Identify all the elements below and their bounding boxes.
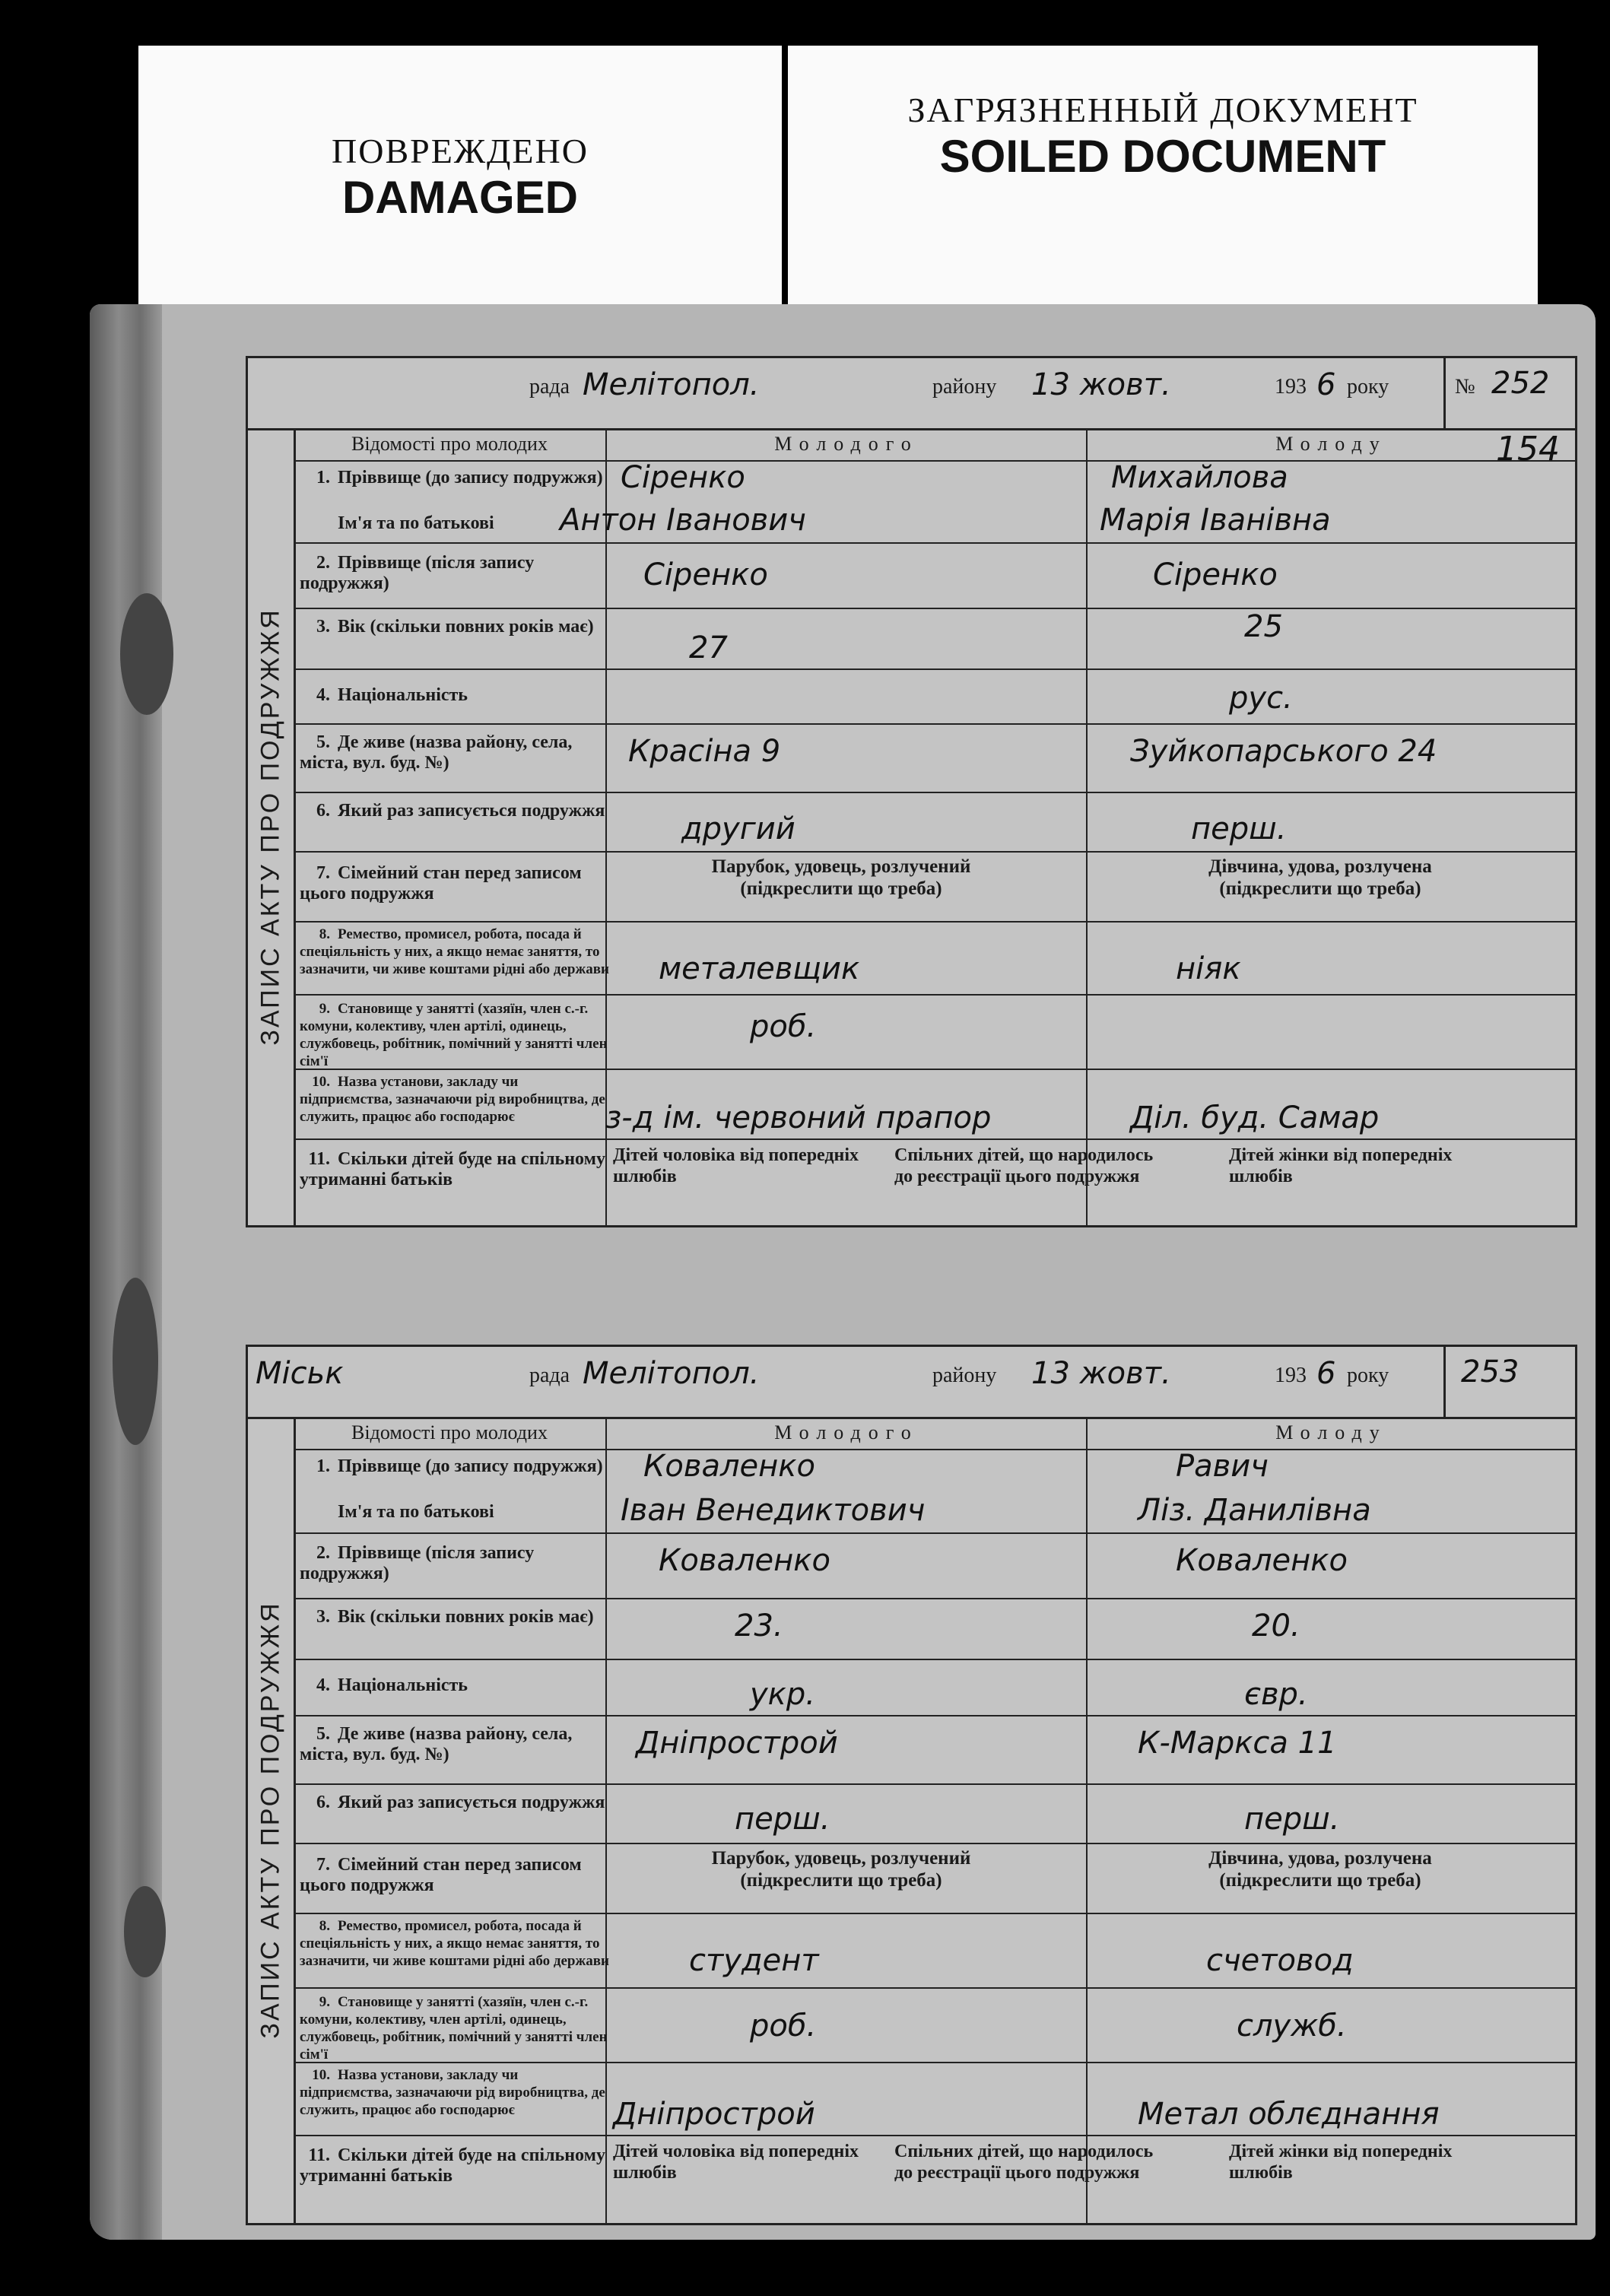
q3-label: Вік (скільки повних років має) bbox=[338, 1607, 594, 1627]
record-number-box bbox=[1443, 358, 1575, 428]
bride-surname-after: Сіренко bbox=[1153, 557, 1278, 592]
groom-occupation: студент bbox=[689, 1943, 819, 1978]
year-suffix: 6 bbox=[1316, 1356, 1336, 1391]
groom-surname-after: Сіренко bbox=[643, 557, 768, 592]
col-bride: Молоду bbox=[1088, 1417, 1575, 1450]
q10-label: Назва установи, закладу чи підприємства, зазначаючи рід виробництва, де служить, працює або господарює bbox=[300, 1074, 605, 1125]
q8-label: Ремество, промисел, робота, посада й спеціяльність у них, а якщо немає заняття, то зазначити, чи живе коштами рідні або держави bbox=[300, 926, 609, 977]
row-times: 6. Який раз записується подружжя перш. перш. bbox=[294, 1783, 1575, 1844]
q1-label: Пріввище (до запису подружжя) bbox=[338, 1456, 603, 1476]
groom-surname-before: Сіренко bbox=[621, 460, 745, 495]
bride-underline-note: (підкреслити що треба) bbox=[1219, 878, 1421, 899]
groom-underline-note: (підкреслити що треба) bbox=[740, 878, 942, 899]
groom-times: перш. bbox=[735, 1802, 830, 1837]
row-occupation: 8. Ремество, промисел, робота, посада й спеціяльність у них, а якщо немає заняття, то зазначити, чи живе коштами рідні або держави металевщик ніяк bbox=[294, 921, 1575, 996]
q11-label: Скільки дітей буде на спільному утриманні батьків bbox=[300, 1149, 605, 1189]
bride-times: перш. bbox=[1244, 1802, 1340, 1837]
col-groom: Молодого bbox=[607, 1417, 1086, 1450]
q6-label: Який раз записується подружжя bbox=[338, 1793, 605, 1812]
groom-age: 27 bbox=[689, 630, 728, 665]
date-value: 13 жовт. bbox=[1031, 367, 1171, 402]
side-title-text: ЗАПИС АКТУ ПРО ПОДРУЖЖЯ bbox=[256, 1601, 285, 2039]
bride-surname-after: Коваленко bbox=[1176, 1543, 1348, 1578]
register-page bbox=[90, 304, 1596, 2240]
children-bride-label: Дітей жінки від попередніх шлюбів bbox=[1229, 1145, 1453, 1186]
bride-underline-note: (підкреслити що треба) bbox=[1219, 1870, 1421, 1891]
row-times: 6. Який раз записується подружжя другий перш. bbox=[294, 792, 1575, 853]
q1-label: Пріввище (до запису подружжя) bbox=[338, 468, 603, 487]
col-groom: Молодого bbox=[607, 428, 1086, 462]
children-common-label: Спільних дітей, що народилось до реєстрації цього подружжя bbox=[894, 2142, 1154, 2183]
groom-age: 23. bbox=[735, 1608, 783, 1643]
bride-nationality: рус. bbox=[1229, 681, 1293, 716]
bride-employer: Діл. буд. Самар bbox=[1130, 1100, 1380, 1135]
bride-employer: Метал облєднання bbox=[1138, 2097, 1440, 2132]
row-children: 11. Скільки дітей буде на спільному утриманні батьків Дітей чоловіка від попередніх шлюбів Спільних дітей, що народилось до реєстрації цього подружжя Дітей жінки від попередніх шлюбів bbox=[294, 1138, 1575, 1225]
q10-label: Назва установи, закладу чи підприємства, зазначаючи рід виробництва, де служить, працює або господарює bbox=[300, 2067, 605, 2118]
extra-number: 154 bbox=[1496, 430, 1560, 468]
children-common-label: Спільних дітей, що народилось до реєстрації цього подружжя bbox=[894, 1145, 1154, 1186]
row-children: 11. Скільки дітей буде на спільному утриманні батьків Дітей чоловіка від попередніх шлюбів Спільних дітей, що народилось до реєстрації цього подружжя Дітей жінки від попередніх шлюбів bbox=[294, 2135, 1575, 2223]
row-age: 3. Вік (скільки повних років має) 27 25 bbox=[294, 608, 1575, 670]
row-occupation: 8. Ремество, промисел, робота, посада й спеціяльність у них, а якщо немає заняття, то зазначити, чи живе коштами рідні або держави студент счетовод bbox=[294, 1913, 1575, 1989]
district-label: району bbox=[932, 375, 997, 399]
tear-mark bbox=[120, 593, 173, 715]
bride-address: К-Маркса 11 bbox=[1138, 1726, 1337, 1761]
bride-address: Зуйкопарського 24 bbox=[1130, 734, 1437, 769]
groom-nationality: укр. bbox=[750, 1677, 815, 1712]
q5-label: Де живе (назва району, села, міста, вул. буд. №) bbox=[300, 732, 573, 773]
council-label: рада bbox=[529, 375, 570, 399]
children-bride-label: Дітей жінки від попередніх шлюбів bbox=[1229, 2142, 1453, 2183]
groom-name: Іван Венедиктович bbox=[621, 1493, 926, 1528]
q7-label: Сімейний стан перед записом цього подружжя bbox=[300, 863, 582, 903]
groom-times: другий bbox=[681, 811, 795, 846]
q8-label: Ремество, промисел, робота, посада й спеціяльність у них, а якщо немає заняття, то зазначити, чи живе коштами рідні або держави bbox=[300, 1918, 609, 1969]
number-label: № bbox=[1455, 375, 1475, 399]
groom-employer: Дніпрострой bbox=[613, 2097, 815, 2132]
record-header bbox=[248, 358, 1575, 430]
row-position: 9. Становище у занятті (хазяїн, член с.-г. комуни, колективу, член артілі, одинець, службовець, робітник, помічний у занятті член сім'ї роб. служб. bbox=[294, 1987, 1575, 2063]
year-prefix: 193 bbox=[1275, 1364, 1307, 1387]
groom-address: Дніпрострой bbox=[636, 1726, 838, 1761]
q9-label: Становище у занятті (хазяїн, член с.-г. комуни, колективу, член артілі, одинець, службовець, робітник, помічний у занятті член сім'ї bbox=[300, 1994, 608, 2063]
damaged-label-en: DAMAGED bbox=[342, 172, 578, 223]
groom-employer: з-д ім. червоний прапор bbox=[605, 1100, 992, 1135]
soiled-label-ru: ЗАГРЯЗНЕННЫЙ ДОКУМЕНТ bbox=[907, 91, 1418, 129]
soiled-label bbox=[788, 46, 1538, 312]
groom-position: роб. bbox=[750, 1009, 817, 1044]
groom-status-options: Парубок, удовець, розлучений bbox=[711, 1848, 971, 1869]
q9-label: Становище у занятті (хазяїн, член с.-г. комуни, колективу, член артілі, одинець, службовець, робітник, помічний у занятті член сім'ї bbox=[300, 1001, 608, 1069]
row-nationality: 4. Національність укр. євр. bbox=[294, 1659, 1575, 1716]
row-age: 3. Вік (скільки повних років має) 23. 20. bbox=[294, 1598, 1575, 1660]
soiled-label-en: SOILED DOCUMENT bbox=[939, 131, 1386, 182]
row-surname-after: 2. Пріввище (після запису подружжя) Коваленко Коваленко bbox=[294, 1532, 1575, 1599]
groom-surname-after: Коваленко bbox=[659, 1543, 830, 1578]
record-number: 253 bbox=[1461, 1354, 1519, 1389]
row-status: 7. Сімейний стан перед записом цього подружжя Парубок, удовець, розлучений (підкреслити що треба) Дівчина, удова, розлучена (підкреслити що треба) bbox=[294, 851, 1575, 923]
bride-position: служб. bbox=[1237, 2009, 1347, 2044]
bride-status-options: Дівчина, удова, розлучена bbox=[1208, 1848, 1432, 1869]
row-address: 5. Де живе (назва району, села, міста, вул. буд. №) Дніпрострой К-Маркса 11 bbox=[294, 1715, 1575, 1785]
row-employer: 10. Назва установи, закладу чи підприємства, зазначаючи рід виробництва, де служить, працює або господарює Дніпрострой Метал облєднання bbox=[294, 2062, 1575, 2136]
marriage-record-form bbox=[246, 356, 1577, 1227]
bride-occupation: ніяк bbox=[1176, 951, 1241, 986]
council-label: рада bbox=[529, 1364, 570, 1387]
bride-age: 20. bbox=[1252, 1608, 1300, 1643]
year-label: року bbox=[1347, 375, 1389, 399]
tear-mark bbox=[113, 1278, 158, 1445]
groom-occupation: металевщик bbox=[659, 951, 860, 986]
q2-label: Пріввище (після запису подружжя) bbox=[300, 1543, 535, 1583]
side-title bbox=[248, 428, 296, 1225]
year-label: року bbox=[1347, 1364, 1389, 1387]
groom-address: Красіна 9 bbox=[628, 734, 781, 769]
damaged-label-ru: ПОВРЕЖДЕНО bbox=[332, 132, 589, 170]
bride-surname-before: Равич bbox=[1176, 1449, 1269, 1484]
record-number: 252 bbox=[1491, 366, 1550, 401]
col-questions: Відомості про молодих bbox=[294, 428, 605, 462]
groom-position: роб. bbox=[750, 2009, 817, 2044]
marriage-record-form bbox=[246, 1345, 1577, 2225]
q6-label: Який раз записується подружжя bbox=[338, 801, 605, 821]
row-surname-before: 1. Пріввище (до запису подружжя) Ім'я та по батькові Коваленко Равич Іван Венедиктович Ліз. Данилівна bbox=[294, 1449, 1575, 1534]
record-header bbox=[248, 1347, 1575, 1419]
q2-label: Пріввище (після запису подружжя) bbox=[300, 553, 535, 593]
q7-label: Сімейний стан перед записом цього подружжя bbox=[300, 1855, 582, 1895]
q5-label: Де живе (назва району, села, міста, вул. буд. №) bbox=[300, 1724, 573, 1764]
row-address: 5. Де живе (назва району, села, міста, вул. буд. №) Красіна 9 Зуйкопарського 24 bbox=[294, 723, 1575, 793]
q1b-label: Ім'я та по батькові bbox=[338, 513, 494, 533]
bride-name: Ліз. Данилівна bbox=[1138, 1493, 1371, 1528]
bride-name: Марія Іванівна bbox=[1100, 503, 1331, 538]
children-groom-label: Дітей чоловіка від попередніх шлюбів bbox=[613, 1145, 859, 1186]
row-surname-after: 2. Пріввище (після запису подружжя) Сіренко Сіренко bbox=[294, 542, 1575, 609]
col-bride: Молоду bbox=[1088, 428, 1575, 462]
date-value: 13 жовт. bbox=[1031, 1356, 1171, 1391]
row-position: 9. Становище у занятті (хазяїн, член с.-г. комуни, колективу, член артілі, одинець, службовець, робітник, помічний у занятті член сім'ї роб. bbox=[294, 994, 1575, 1070]
q4-label: Національність bbox=[338, 685, 468, 705]
bride-age: 25 bbox=[1244, 609, 1283, 644]
row-status: 7. Сімейний стан перед записом цього подружжя Парубок, удовець, розлучений (підкреслити що треба) Дівчина, удова, розлучена (підкреслити що треба) bbox=[294, 1843, 1575, 1914]
col-questions: Відомості про молодих bbox=[294, 1417, 605, 1450]
q11-label: Скільки дітей буде на спільному утриманні батьків bbox=[300, 2145, 605, 2186]
row-nationality: 4. Національність рус. bbox=[294, 668, 1575, 725]
q3-label: Вік (скільки повних років має) bbox=[338, 617, 594, 637]
row-employer: 10. Назва установи, закладу чи підприємства, зазначаючи рід виробництва, де служить, працює або господарює з-д ім. червоний прапор Діл. буд. Самар bbox=[294, 1069, 1575, 1140]
groom-status-options: Парубок, удовець, розлучений bbox=[711, 856, 971, 877]
bride-times: перш. bbox=[1191, 811, 1287, 846]
year-prefix: 193 bbox=[1275, 375, 1307, 399]
bride-surname-before: Михайлова bbox=[1111, 460, 1288, 495]
tear-mark bbox=[124, 1886, 166, 1977]
district-value: Мелітопол. bbox=[583, 1356, 760, 1391]
year-suffix: 6 bbox=[1316, 367, 1336, 402]
groom-name: Антон Іванович bbox=[560, 503, 806, 538]
damaged-label bbox=[138, 46, 782, 312]
district-value: Мелітопол. bbox=[583, 367, 760, 402]
side-title-text: ЗАПИС АКТУ ПРО ПОДРУЖЖЯ bbox=[256, 608, 285, 1046]
row-surname-before: 1. Пріввище (до запису подружжя) Ім'я та по батькові Сіренко Михайлова Антон Іванович Марія Іванівна bbox=[294, 460, 1575, 544]
q1b-label: Ім'я та по батькові bbox=[338, 1502, 494, 1522]
bride-status-options: Дівчина, удова, розлучена bbox=[1208, 856, 1432, 877]
groom-underline-note: (підкреслити що треба) bbox=[740, 1870, 942, 1891]
council-value: Міськ bbox=[256, 1356, 344, 1391]
district-label: району bbox=[932, 1364, 997, 1387]
q4-label: Національність bbox=[338, 1675, 468, 1695]
groom-surname-before: Коваленко bbox=[643, 1449, 815, 1484]
bride-occupation: счетовод bbox=[1206, 1943, 1354, 1978]
side-title bbox=[248, 1417, 296, 2223]
children-groom-label: Дітей чоловіка від попередніх шлюбів bbox=[613, 2142, 859, 2183]
record-number-box bbox=[1443, 1347, 1575, 1417]
bride-nationality: євр. bbox=[1244, 1677, 1308, 1712]
